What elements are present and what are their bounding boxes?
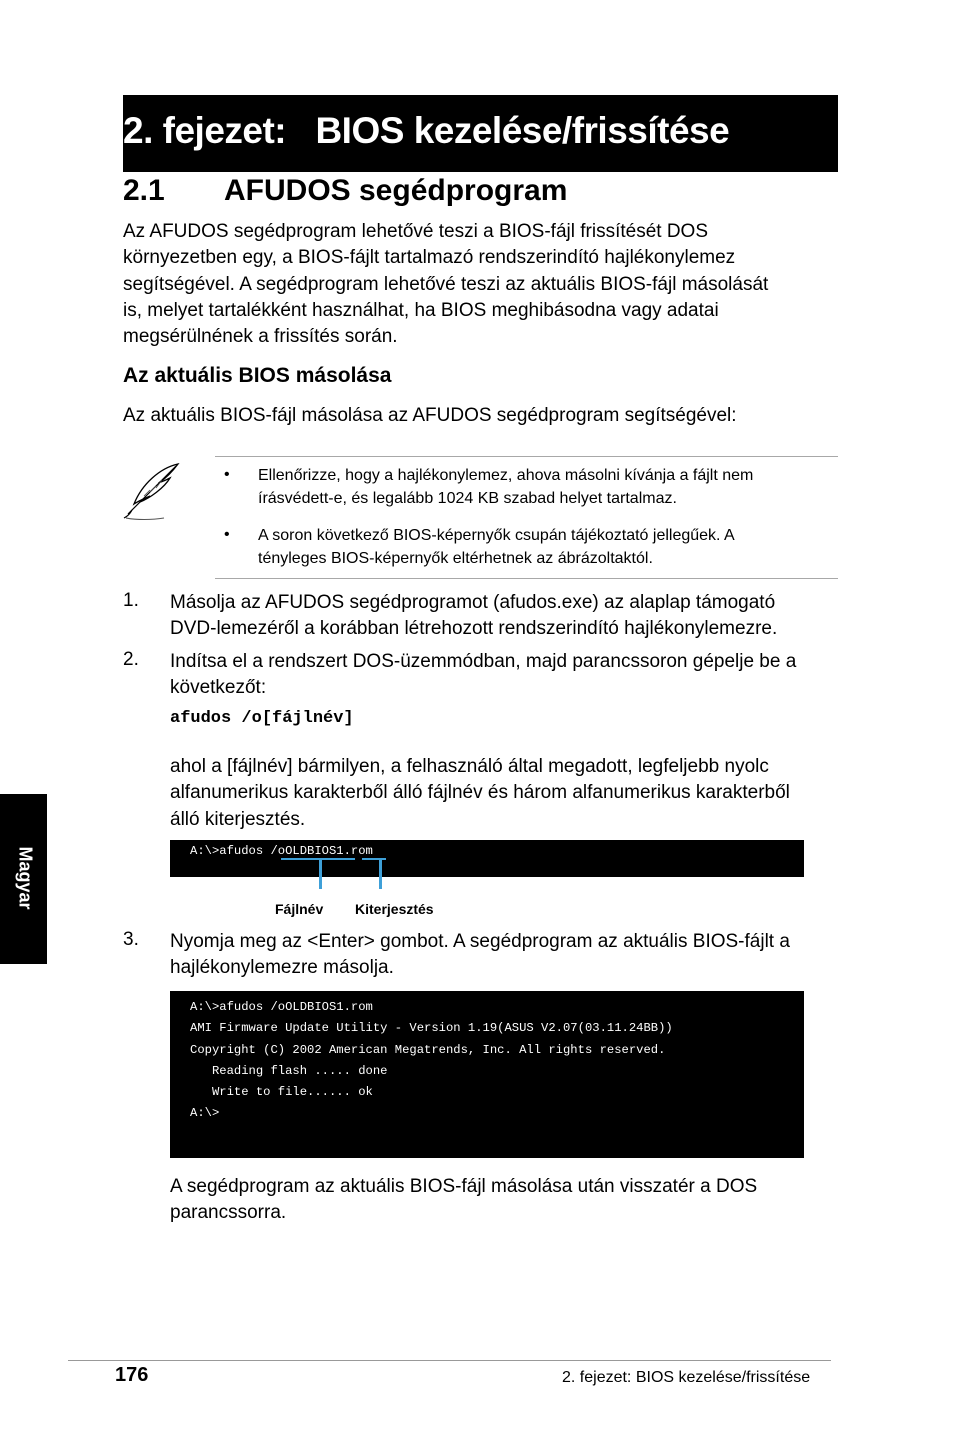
terminal-screen bbox=[170, 840, 804, 877]
step-line: Indítsa el a rendszert DOS-üzemmódban, majd parancssoron gépelje be a bbox=[170, 651, 797, 672]
command-text: afudos /o[fájlnév] bbox=[170, 709, 354, 728]
extension-label: Kiterjesztés bbox=[355, 901, 434, 917]
note-line: Ellenőrizze, hogy a hajlékonylemez, ahova másolni kívánja a fájlt nem bbox=[258, 467, 754, 484]
intro-paragraph bbox=[123, 219, 823, 350]
footer-rule bbox=[68, 1360, 831, 1361]
intro-line: Az AFUDOS segédprogram lehetővé teszi a BIOS-fájl frissítését DOS bbox=[123, 221, 709, 242]
intro-line: megsérülnének a frissítés során. bbox=[123, 326, 398, 348]
note-bullet: • bbox=[224, 526, 230, 543]
step-number: 1. bbox=[123, 590, 139, 611]
terminal-line: A:\>afudos /oOLDBIOS1.rom bbox=[190, 1000, 373, 1014]
step-line: Nyomja meg az <Enter> gombot. A segédprogram az aktuális BIOS-fájlt a bbox=[170, 931, 790, 952]
chapter-title: 2. fejezet: BIOS kezelése/frissítése bbox=[123, 110, 730, 151]
note-bullet: • bbox=[224, 466, 230, 483]
terminal-line: AMI Firmware Update Utility - Version 1.19(ASUS V2.07(03.11.24BB)) bbox=[190, 1021, 673, 1035]
note-item bbox=[258, 464, 833, 510]
explanation-paragraph bbox=[170, 754, 830, 833]
outro-line: A segédprogram az aktuális BIOS-fájl másolása után visszatér a DOS bbox=[170, 1176, 758, 1197]
footer-chapter-title: 2. fejezet: BIOS kezelése/frissítése bbox=[562, 1369, 811, 1386]
step-line: következőt: bbox=[170, 677, 267, 699]
terminal-line: Reading flash ..... done bbox=[190, 1064, 388, 1078]
step-line: DVD-lemezéről a korábban létrehozott rendszerindító hajlékonylemezre. bbox=[170, 618, 778, 640]
explanation-line: ahol a [fájlnév] bármilyen, a felhasználó által megadott, legfeljebb nyolc bbox=[170, 756, 769, 777]
explanation-line: alfanumerikus karakterből álló fájlnév és három alfanumerikus karakterből bbox=[170, 782, 790, 804]
filename-label: Fájlnév bbox=[275, 901, 324, 917]
filename-underline bbox=[281, 858, 355, 860]
note-bottom-rule bbox=[215, 578, 838, 579]
note-item bbox=[258, 524, 833, 570]
extension-underline bbox=[362, 858, 386, 860]
step-text bbox=[170, 929, 830, 982]
section-number: 2.1 bbox=[123, 174, 165, 207]
step-number: 3. bbox=[123, 929, 139, 950]
terminal-line: Write to file...... ok bbox=[190, 1085, 373, 1099]
language-label: Magyar bbox=[15, 846, 36, 910]
page-number: 176 bbox=[115, 1364, 149, 1386]
step-number: 2. bbox=[123, 649, 139, 670]
step-line: Másolja az AFUDOS segédprogramot (afudos.exe) az alaplap támogató bbox=[170, 592, 776, 613]
outro-paragraph bbox=[170, 1174, 830, 1227]
terminal-screen bbox=[170, 991, 804, 1158]
intro-line: környezetben egy, a BIOS-fájlt tartalmazó rendszerindító hajlékonylemez bbox=[123, 247, 736, 269]
step-line: hajlékonylemezre másolja. bbox=[170, 957, 394, 979]
intro-line: is, melyet tartalékként használhat, ha BIOS meghibásodna vagy adatai bbox=[123, 299, 719, 321]
step-text bbox=[170, 649, 830, 702]
note-line: tényleges BIOS-képernyők eltérhetnek az ábrázoltaktól. bbox=[258, 550, 653, 567]
explanation-line: álló kiterjesztés. bbox=[170, 808, 306, 830]
terminal-line: A:\>afudos /oOLDBIOS1.rom bbox=[190, 844, 373, 858]
section-title: AFUDOS segédprogram bbox=[224, 174, 568, 207]
terminal-line: Copyright (C) 2002 American Megatrends, Inc. All rights reserved. bbox=[190, 1043, 666, 1057]
step-text bbox=[170, 590, 830, 643]
note-line: A soron következő BIOS-képernyők csupán tájékoztató jellegűek. A bbox=[258, 527, 735, 544]
note-top-rule bbox=[215, 456, 838, 457]
feather-pen-icon bbox=[120, 460, 182, 522]
note-line: írásvédett-e, és legalább 1024 KB szabad helyet tartalmaz. bbox=[258, 490, 677, 507]
outro-line: parancssorra. bbox=[170, 1202, 287, 1224]
terminal-line: A:\> bbox=[190, 1106, 220, 1120]
extension-pointer bbox=[379, 860, 382, 889]
subheading: Az aktuális BIOS másolása bbox=[123, 364, 392, 387]
intro-line: segítségével. A segédprogram lehetővé teszi az aktuális BIOS-fájl másolását bbox=[123, 273, 769, 295]
filename-pointer bbox=[319, 860, 322, 889]
lead-sentence: Az aktuális BIOS-fájl másolása az AFUDOS segédprogram segítségével: bbox=[123, 405, 737, 426]
